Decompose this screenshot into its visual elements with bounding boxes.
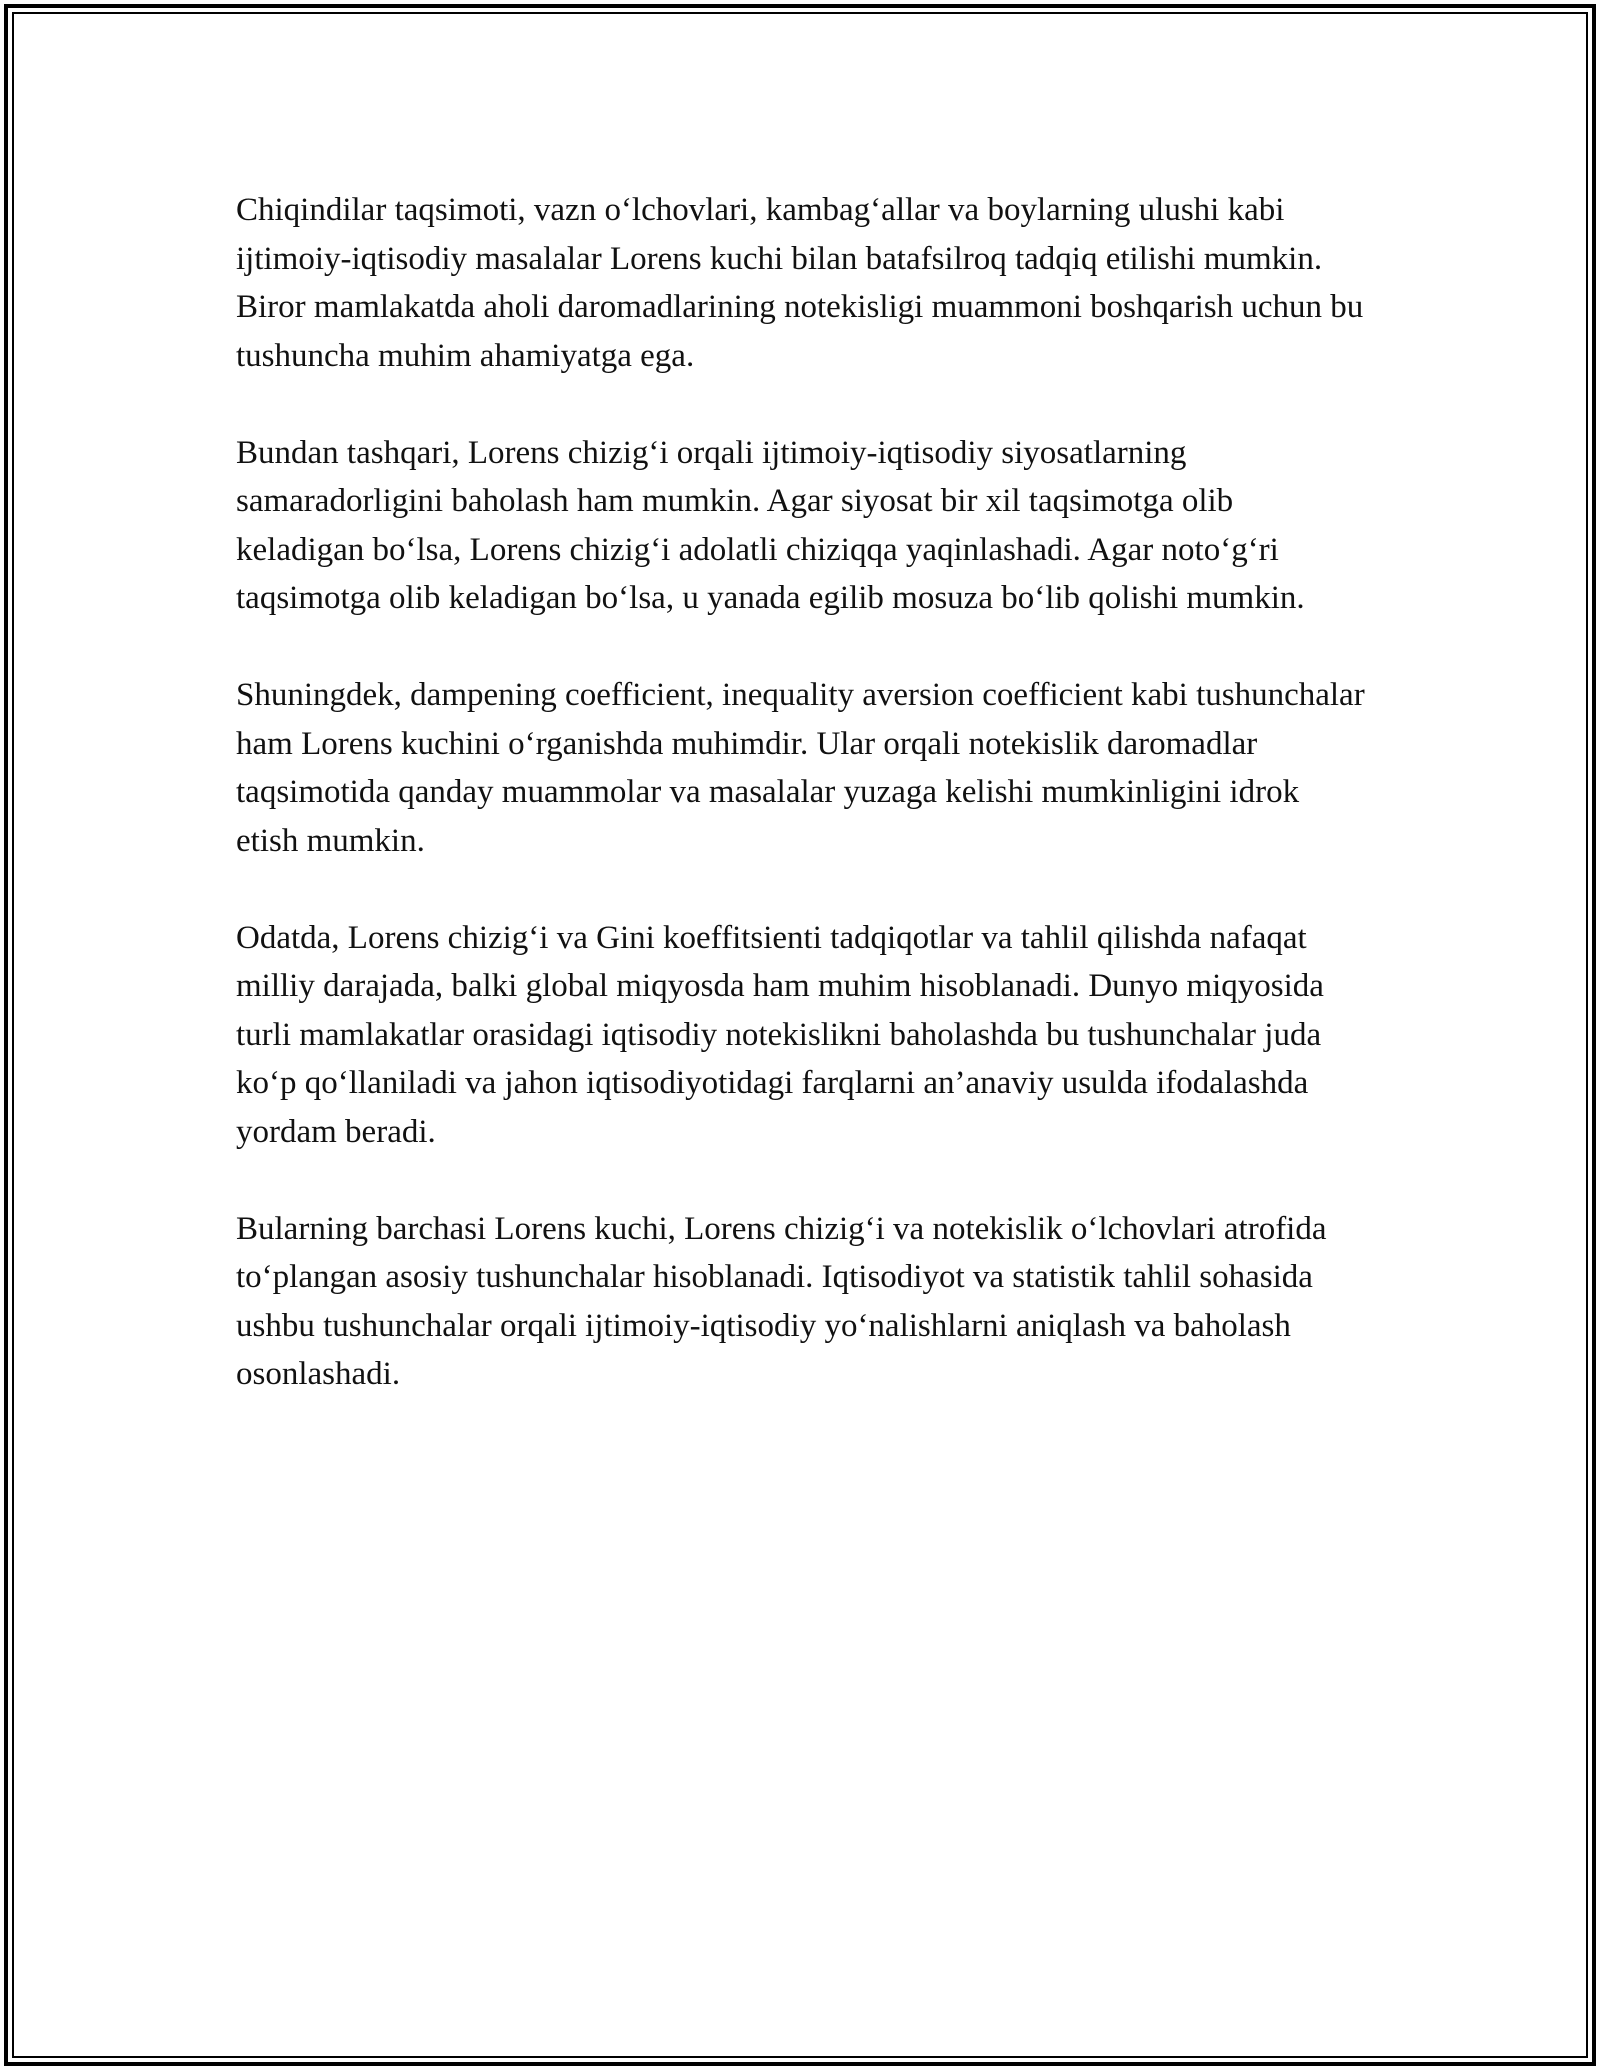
paragraph-4: Odatda, Lorens chizig‘i va Gini koeffitsienti tadqiqotlar va tahlil qilishda nafaqat milliy darajada, balki global miqyosda ham muhim hisoblanadi. Dunyo miqyosida turli mamlakatlar orasidagi iqtisodiy notekislikni baholashda bu tushunchalar juda ko‘p qo‘llaniladi va jahon iqtisodiyotidagi farqlarni an’anaviy usulda ifodalashda yordam beradi. [236, 919, 1324, 1150]
paragraph-5: Bularning barchasi Lorens kuchi, Lorens chizig‘i va notekislik o‘lchovlari atrofida to‘plangan asosiy tushunchalar hisoblanadi. Iqtisodiyot va statistik tahlil sohasida ushbu tushunchalar orqali ijtimoiy-iqtisodiy yo‘nalishlarni aniqlash va baholash osonlashadi. [236, 1210, 1327, 1392]
paragraph-3: Shuningdek, dampening coefficient, inequality aversion coefficient kabi tushunchalar ham Lorens kuchini o‘rganishda muhimdir. Ular orqali notekislik daromadlar taqsimotida qanday muammolar va masalalar yuzaga kelishi mumkinligini idrok etish mumkin. [236, 677, 1365, 859]
paragraph-2: Bundan tashqari, Lorens chizig‘i orqali ijtimoiy-iqtisodiy siyosatlarning samaradorligini baholash ham mumkin. Agar siyosat bir xil taqsimotga olib keladigan bo‘lsa, Lorens chizig‘i adolatli chiziqqa yaqinlashadi. Agar noto‘g‘ri taqsimotga olib keladigan bo‘lsa, u yanada egilib mosuza bo‘lib qolishi mumkin. [236, 434, 1305, 616]
document-body [236, 186, 1366, 1447]
paragraph-1: Chiqindilar taqsimoti, vazn o‘lchovlari, kambag‘allar va boylarning ulushi kabi ijtimoiy-iqtisodiy masalalar Lorens kuchi bilan batafsilroq tadqiq etilishi mumkin. Biror mamlakatda aholi daromadlarining notekisligi muammoni boshqarish uchun bu tushuncha muhim ahamiyatga ega. [236, 192, 1364, 374]
